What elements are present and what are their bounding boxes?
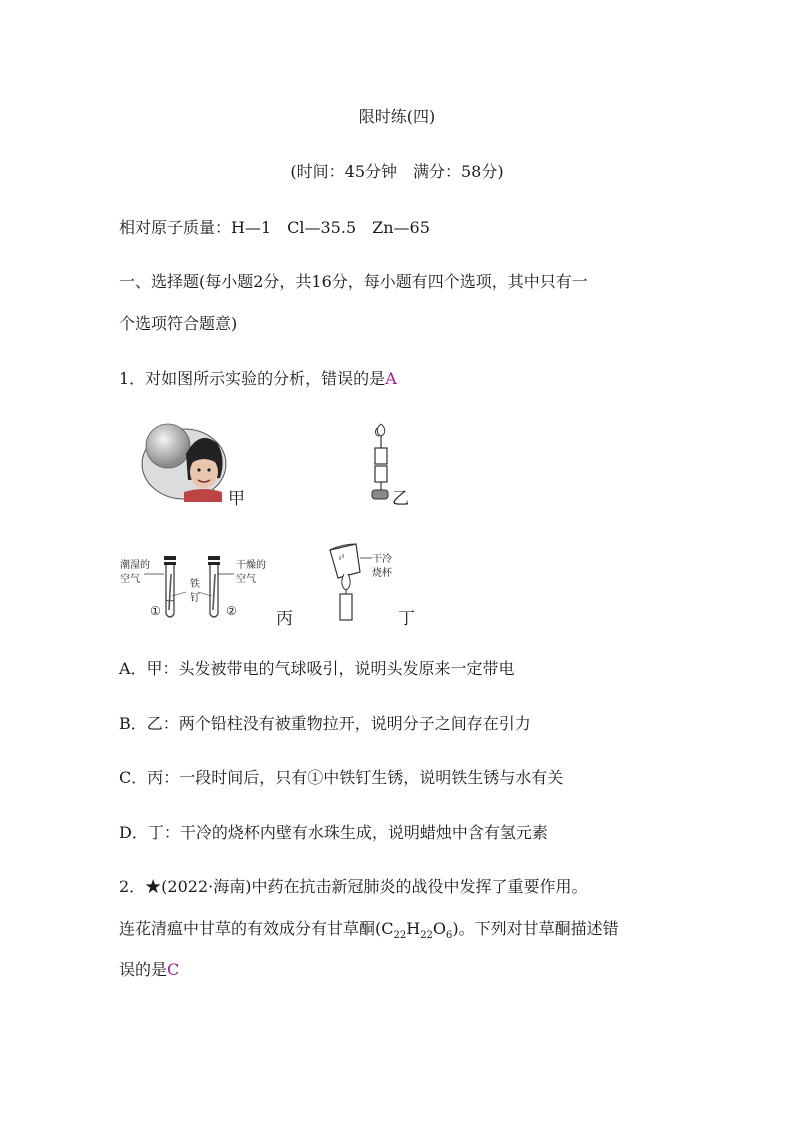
label-cold-1: 干冷 — [372, 554, 392, 565]
figure-yi-lead-cylinders — [368, 422, 394, 502]
label-bing: 丙 — [276, 609, 293, 629]
q2-line1: 2．★(2022·海南)中药在抗击新冠肺炎的战役中发挥了重要作用。 — [119, 877, 588, 896]
q2-line2-pre: 连花清瘟中甘草的有效成分有甘草酮(C — [119, 919, 394, 938]
formula-sub-h: 22 — [420, 930, 433, 942]
label-ding: 丁 — [398, 609, 415, 629]
label-wet-air-1: 潮湿的 — [120, 560, 150, 571]
q2-answer: C — [167, 960, 180, 979]
figure-jia-balloon-hair — [138, 420, 228, 502]
formula-h: H — [406, 919, 421, 938]
label-wet-air-2: 空气 — [120, 574, 140, 585]
section-heading-line1: 一、选择题(每小题2分，共16分，每小题有四个选项，其中只有一 — [119, 272, 588, 291]
label-tube-2: ② — [226, 604, 237, 618]
label-nail-1: 铁 — [190, 579, 200, 590]
label-dry-air-1: 干燥的 — [236, 560, 266, 571]
q2-line2 — [119, 918, 619, 947]
section-heading-line2: 个选项符合题意) — [119, 314, 238, 333]
q1-stem-text: 1．对如图所示实验的分析，错误的是 — [119, 369, 386, 388]
q2-line2-post: )。下列对甘草酮描述错 — [452, 919, 619, 938]
q1-option-d: D．丁：干冷的烧杯内壁有水珠生成，说明蜡烛中含有氢元素 — [119, 823, 548, 842]
q1-option-c: C．丙：一段时间后，只有①中铁钉生锈，说明铁生锈与水有关 — [119, 768, 564, 787]
formula-o: O — [432, 919, 447, 938]
label-tube-1: ① — [150, 604, 161, 618]
q2-line3-text: 误的是 — [119, 960, 168, 979]
q1-answer: A — [385, 369, 397, 388]
figure-ding-candle-beaker — [326, 542, 376, 622]
page-title: 限时练(四) — [358, 107, 436, 126]
page-subtitle: (时间：45分钟 满分：58分) — [290, 162, 504, 181]
label-jia: 甲 — [228, 489, 245, 509]
label-cold-2: 烧杯 — [372, 568, 392, 579]
label-nail-2: 钉 — [190, 593, 200, 604]
q1-option-a: A．甲：头发被带电的气球吸引，说明头发原来一定带电 — [119, 659, 515, 678]
atomic-mass-line: 相对原子质量：H—1 Cl—35.5 Zn—65 — [119, 218, 430, 237]
label-dry-air-2: 空气 — [236, 574, 256, 585]
formula-sub-o: 6 — [446, 930, 453, 942]
q2-line3 — [119, 959, 179, 981]
q1-stem — [119, 368, 397, 390]
q1-option-b: B．乙：两个铅柱没有被重物拉开，说明分子之间存在引力 — [119, 714, 531, 733]
formula-sub-c: 22 — [393, 930, 407, 942]
label-yi: 乙 — [392, 489, 409, 509]
